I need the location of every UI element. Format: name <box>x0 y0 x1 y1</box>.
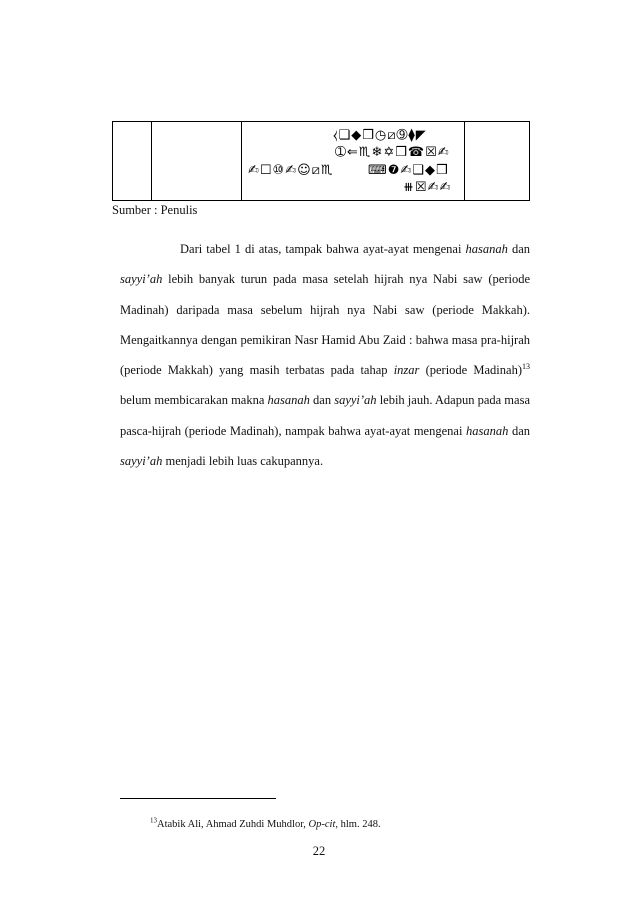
text-run: (periode Madinah) <box>419 363 522 378</box>
text-run: Dari tabel 1 di atas, tampak bahwa ayat-ayat mengenai <box>180 242 466 256</box>
italic-term: hasanah <box>267 393 310 408</box>
table-cell-arabic-text: ⌨❼✍❑◆❒ <box>368 163 449 178</box>
footnote-number: 13 <box>150 816 157 825</box>
italic-term: hasanah <box>466 423 509 438</box>
footnote <box>150 818 381 831</box>
text-run: lebih banyak turun pada masa setelah hijrah nya Nabi saw (periode Madinah) daripada masa sebelum hijrah nya Nabi saw (periode Makkah). Mengaitkannya dengan pemikiran Nasr Hamid Abu Zaid : bahwa masa pra-hijrah (periode Makkah) yang masih terbatas pada tahap <box>120 272 530 378</box>
italic-term: inzar <box>393 363 420 378</box>
table-cell-arabic-text: ✍☐⑩✍☺⧄♏ <box>248 163 334 178</box>
italic-term: sayyi’ah <box>334 393 377 408</box>
footnote-separator <box>120 798 276 799</box>
footnote-italic-text: Op-cit, <box>308 819 338 830</box>
footnote-text: hlm. 248. <box>338 819 381 830</box>
table-source-caption: Sumber : Penulis <box>112 203 198 217</box>
table-cell-arabic-text: ⧼❏◆❒◷⧄➈⧫◤ <box>333 128 427 143</box>
table-column-divider <box>464 122 465 200</box>
table-column-divider <box>241 122 242 200</box>
italic-term: sayyi’ah <box>120 454 163 469</box>
table-fragment <box>112 121 530 201</box>
table-cell-arabic-text: ➀⇐♏❄✡❒☎☒✍ <box>335 145 450 160</box>
table-column-divider <box>151 122 152 200</box>
footnote-text: Atabik Ali, Ahmad Zuhdi Muhdlor, <box>157 819 309 830</box>
text-run: dan <box>507 242 530 256</box>
italic-term: hasanah <box>465 242 508 256</box>
text-run: dan <box>508 423 530 438</box>
text-run: lebih jauh. Adapun pada masa pasca-hijrah (periode Madinah), nampak bahwa ayat-ayat mengenai <box>120 393 530 438</box>
text-run: menjadi lebih luas cakupannya. <box>162 454 324 469</box>
italic-term: sayyi’ah <box>120 272 163 287</box>
page-number: 22 <box>312 844 326 858</box>
text-run: dan <box>309 393 335 408</box>
body-paragraph <box>120 234 530 476</box>
footnote-reference[interactable]: 13 <box>521 362 530 372</box>
table-cell-arabic-text: ⧻☒✍✍ <box>403 180 452 195</box>
text-run: belum membicarakan makna <box>120 393 268 408</box>
